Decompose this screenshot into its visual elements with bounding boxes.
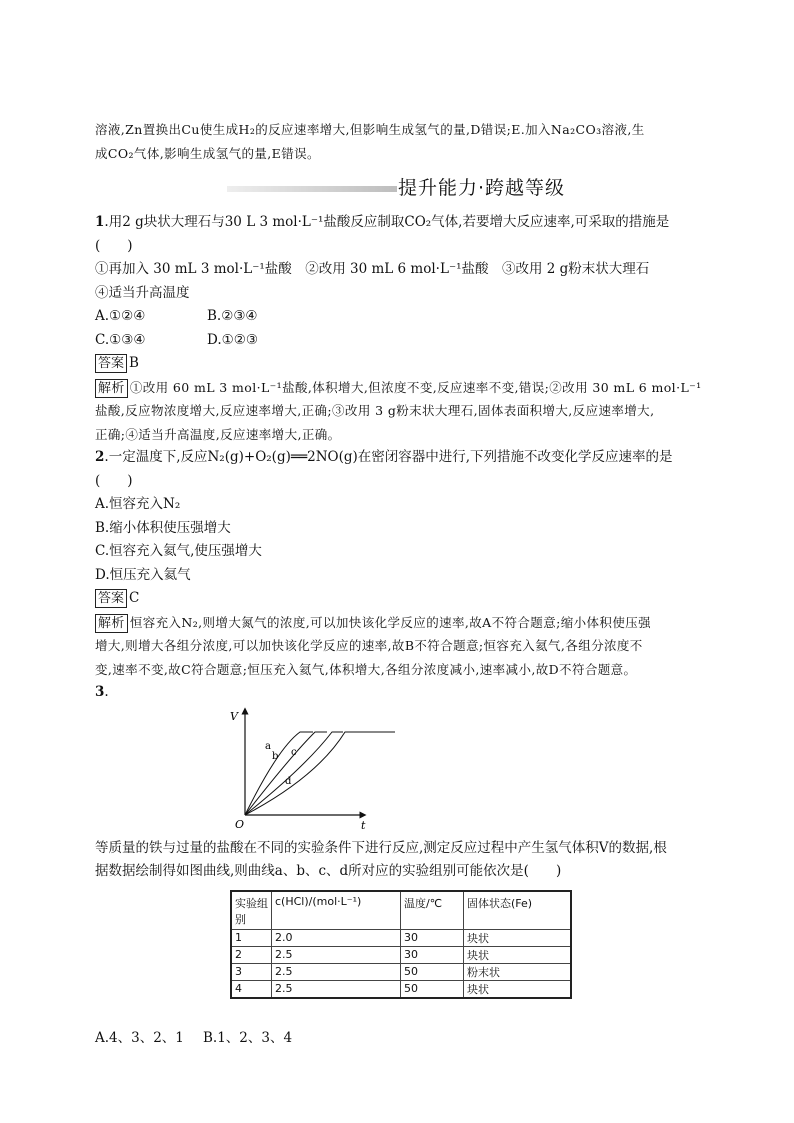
section-decor-bar: [227, 186, 397, 192]
table-cell: 2: [231, 946, 272, 963]
x-axis-label: t: [361, 818, 366, 832]
experiment-table: [230, 890, 572, 999]
explanation-line-3: 正确;④适当升高温度,反应速率增大,正确。: [95, 426, 341, 442]
question-stem-1: 等质量的铁与过量的盐酸在不同的实验条件下进行反应,测定反应过程中产生氢气体积V的数据,根: [95, 839, 667, 856]
table-cell: 块状: [464, 946, 572, 963]
option-a: A.4、3、2、1: [95, 1029, 184, 1046]
table-row: [231, 946, 571, 963]
table-cell: 50: [401, 980, 464, 998]
table-cell: 1: [231, 929, 272, 946]
table-cell: 30: [401, 946, 464, 963]
option-b: B.1、2、3、4: [203, 1029, 293, 1046]
table-header: 固体状态(Fe): [464, 891, 572, 930]
measures-line-1: ①再加入 30 mL 3 mol·L⁻¹盐酸 ②改用 30 mL 6 mol·L⁻¹盐酸 ③改用 2 g粉末状大理石: [95, 261, 650, 277]
explanation-line-1: 恒容充入N₂,则增大氮气的浓度,可以加快该化学反应的速率,故A不符合题意;缩小体积使压强: [129, 614, 652, 630]
table-cell: 3: [231, 963, 272, 980]
graph-svg: [95, 705, 700, 837]
answer-value: B: [129, 355, 139, 371]
curve-a-label: a: [265, 740, 271, 752]
table-cell: 2.5: [272, 980, 401, 998]
table-cell: 30: [401, 929, 464, 946]
table-cell: 4: [231, 980, 272, 998]
table-cell: 2.5: [272, 946, 401, 963]
table-header: 温度/℃: [401, 891, 464, 930]
curve-b-label: b: [272, 750, 279, 762]
table-cell: 2.5: [272, 963, 401, 980]
option-d: D.恒压充入氦气: [95, 566, 191, 583]
explanation-label: 解析: [95, 614, 128, 633]
question-2: [95, 446, 700, 681]
explanation-line-2: 盐酸,反应物浓度增大,反应速率增大,正确;③改用 3 g粉末状大理石,固体表面积增大,反应速率增大,: [95, 403, 655, 418]
origin-label: O: [235, 817, 245, 831]
option-b: B.缩小体积使压强增大: [95, 519, 231, 536]
curve-c-label: c: [291, 746, 297, 758]
question-stem: .用2 g块状大理石与30 L 3 mol·L⁻¹盐酸反应制取CO₂气体,若要增大反应速率,可采取的措施是: [104, 214, 670, 230]
table-cell: 50: [401, 963, 464, 980]
document-page: [95, 118, 700, 1050]
question-stem: .一定温度下,反应N₂(g)+O₂(g)══2NO(g)在密闭容器中进行,下列措施不改变化学反应速率的是: [104, 449, 673, 465]
table-cell: 粉末状: [464, 963, 572, 980]
option-d: D.①②③: [207, 331, 258, 348]
table-header: 实验组别: [231, 891, 272, 930]
curve-c: [245, 732, 343, 815]
question-1: [95, 211, 700, 446]
option-c: C.恒容充入氦气,使压强增大: [95, 543, 262, 559]
table-row: [231, 929, 571, 946]
answer-label: 答案: [95, 589, 127, 608]
table-cell: 块状: [464, 929, 572, 946]
option-a: A.①②④: [95, 308, 146, 324]
measures-line-2: ④适当升高温度: [95, 284, 190, 301]
explanation-label: 解析: [95, 379, 128, 398]
intro-line-2: 成CO₂气体,影响生成氢气的量,E错误。: [95, 145, 320, 161]
answer-label: 答案: [95, 354, 127, 373]
curve-b: [245, 732, 327, 815]
volume-time-graph: [95, 705, 700, 837]
table-header: c(HCl)/(mol·L⁻¹): [272, 891, 401, 930]
intro-line-1: 溶液,Zn置换出Cu使生成H₂的反应速率增大,但影响生成氢气的量,D错误;E.加入Na₂CO₃溶液,生: [95, 122, 645, 137]
question-3: 3. V t O a b c d 等质量的铁与过量的盐酸在不同的实验条件下进行反应,测定反应过程中产生氢气体积V的数据,根 据数据绘制得如图曲线,则曲线a、b、c、d所对应的实验组别可能依次是( ) 实验组别 c(HCl)/(mol·L⁻¹) 温度/℃ 固体状态(Fe) 1 2.0 30 块状 2 2.5 30 块状 3 2.5 50 粉末状 4 2.5 50 块状 A.4、3、2、1 B.1、2、3、4: [95, 681, 700, 1050]
option-c: C.①③④: [95, 331, 146, 348]
question-paren: ( ): [95, 472, 133, 489]
explanation-line-1: ①改用 60 mL 3 mol·L⁻¹盐酸,体积增大,但浓度不变,反应速率不变,错误;②改用 30 mL 6 mol·L⁻¹: [129, 379, 702, 395]
table-row: [231, 980, 571, 998]
table-cell: 2.0: [272, 929, 401, 946]
option-b: B.②③④: [207, 308, 258, 324]
section-header: [95, 171, 700, 207]
section-title: 提升能力·跨越等级: [398, 177, 566, 199]
question-number: 2: [95, 449, 105, 465]
curve-d-label: d: [285, 775, 292, 787]
answer-value: C: [129, 590, 140, 606]
table-cell: 块状: [464, 980, 572, 998]
option-a: A.恒容充入N₂: [95, 496, 181, 512]
explanation-line-3: 变,速率不变,故C符合题意;恒压充入氦气,体积增大,各组分浓度减小,速率减小,故D不符合题意。: [95, 661, 637, 677]
table-header-row: [231, 891, 571, 930]
table-row: [231, 963, 571, 980]
question-paren: ( ): [95, 237, 133, 254]
question-stem-2: 据数据绘制得如图曲线,则曲线a、b、c、d所对应的实验组别可能依次是( ): [95, 863, 562, 879]
question-number: 1: [95, 214, 105, 230]
explanation-line-2: 增大,则增大各组分浓度,可以加快该化学反应的速率,故B不符合题意;恒容充入氦气,各组分浓度不: [95, 638, 643, 653]
question-number: 3: [95, 684, 105, 700]
y-axis-label: V: [230, 709, 238, 723]
